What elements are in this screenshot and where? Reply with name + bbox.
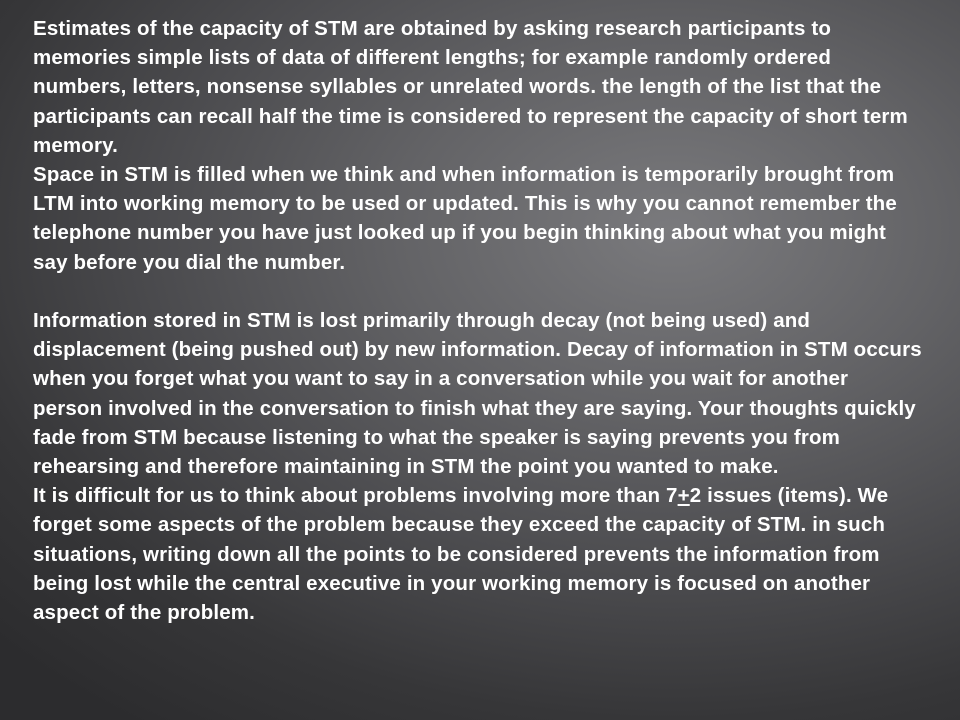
paragraph-stm-problem-solving-start: It is difficult for us to think about problems involving more than 7 bbox=[33, 484, 678, 508]
paragraph-stm-space: Space in STM is filled when we think and when information is temporarily brought from LTM into working memory to be used or updated. This is why you cannot remember the telephone number you have just looked up if you begin thinking about what you might say before you dial the number. bbox=[33, 163, 897, 274]
paragraph-stm-capacity-estimates: Estimates of the capacity of STM are obtained by asking research participants to memories simple lists of data of different lengths; for example randomly ordered numbers, letters, nonsense syllables or unrelated words. the length of the list that the participants can recall half the time is considered to represent the capacity of short term memory. bbox=[33, 17, 908, 157]
paragraph-stm-problem-solving-end: 2 issues (items). We forget some aspects of the problem because they exceed the capacity of STM. in such situations, writing down all the points to be considered prevents the information from being lost while the central executive in your working memory is focused on another aspect of the problem. bbox=[33, 484, 889, 625]
paragraph-stm-problem-solving bbox=[33, 481, 923, 627]
slide-text-body bbox=[33, 14, 923, 627]
paragraph-spacer bbox=[33, 277, 923, 306]
paragraph-stm-loss: Information stored in STM is lost primarily through decay (not being used) and displacement (being pushed out) by new information. Decay of information in STM occurs when you forget what you want to say in a conversation while you wait for another person involved in the conversation to finish what they are saying. Your thoughts quickly fade from STM because listening to what the speaker is saying prevents you from rehearsing and therefore maintaining in STM the point you wanted to make. bbox=[33, 309, 922, 479]
plus-minus-sign: + bbox=[677, 484, 690, 508]
